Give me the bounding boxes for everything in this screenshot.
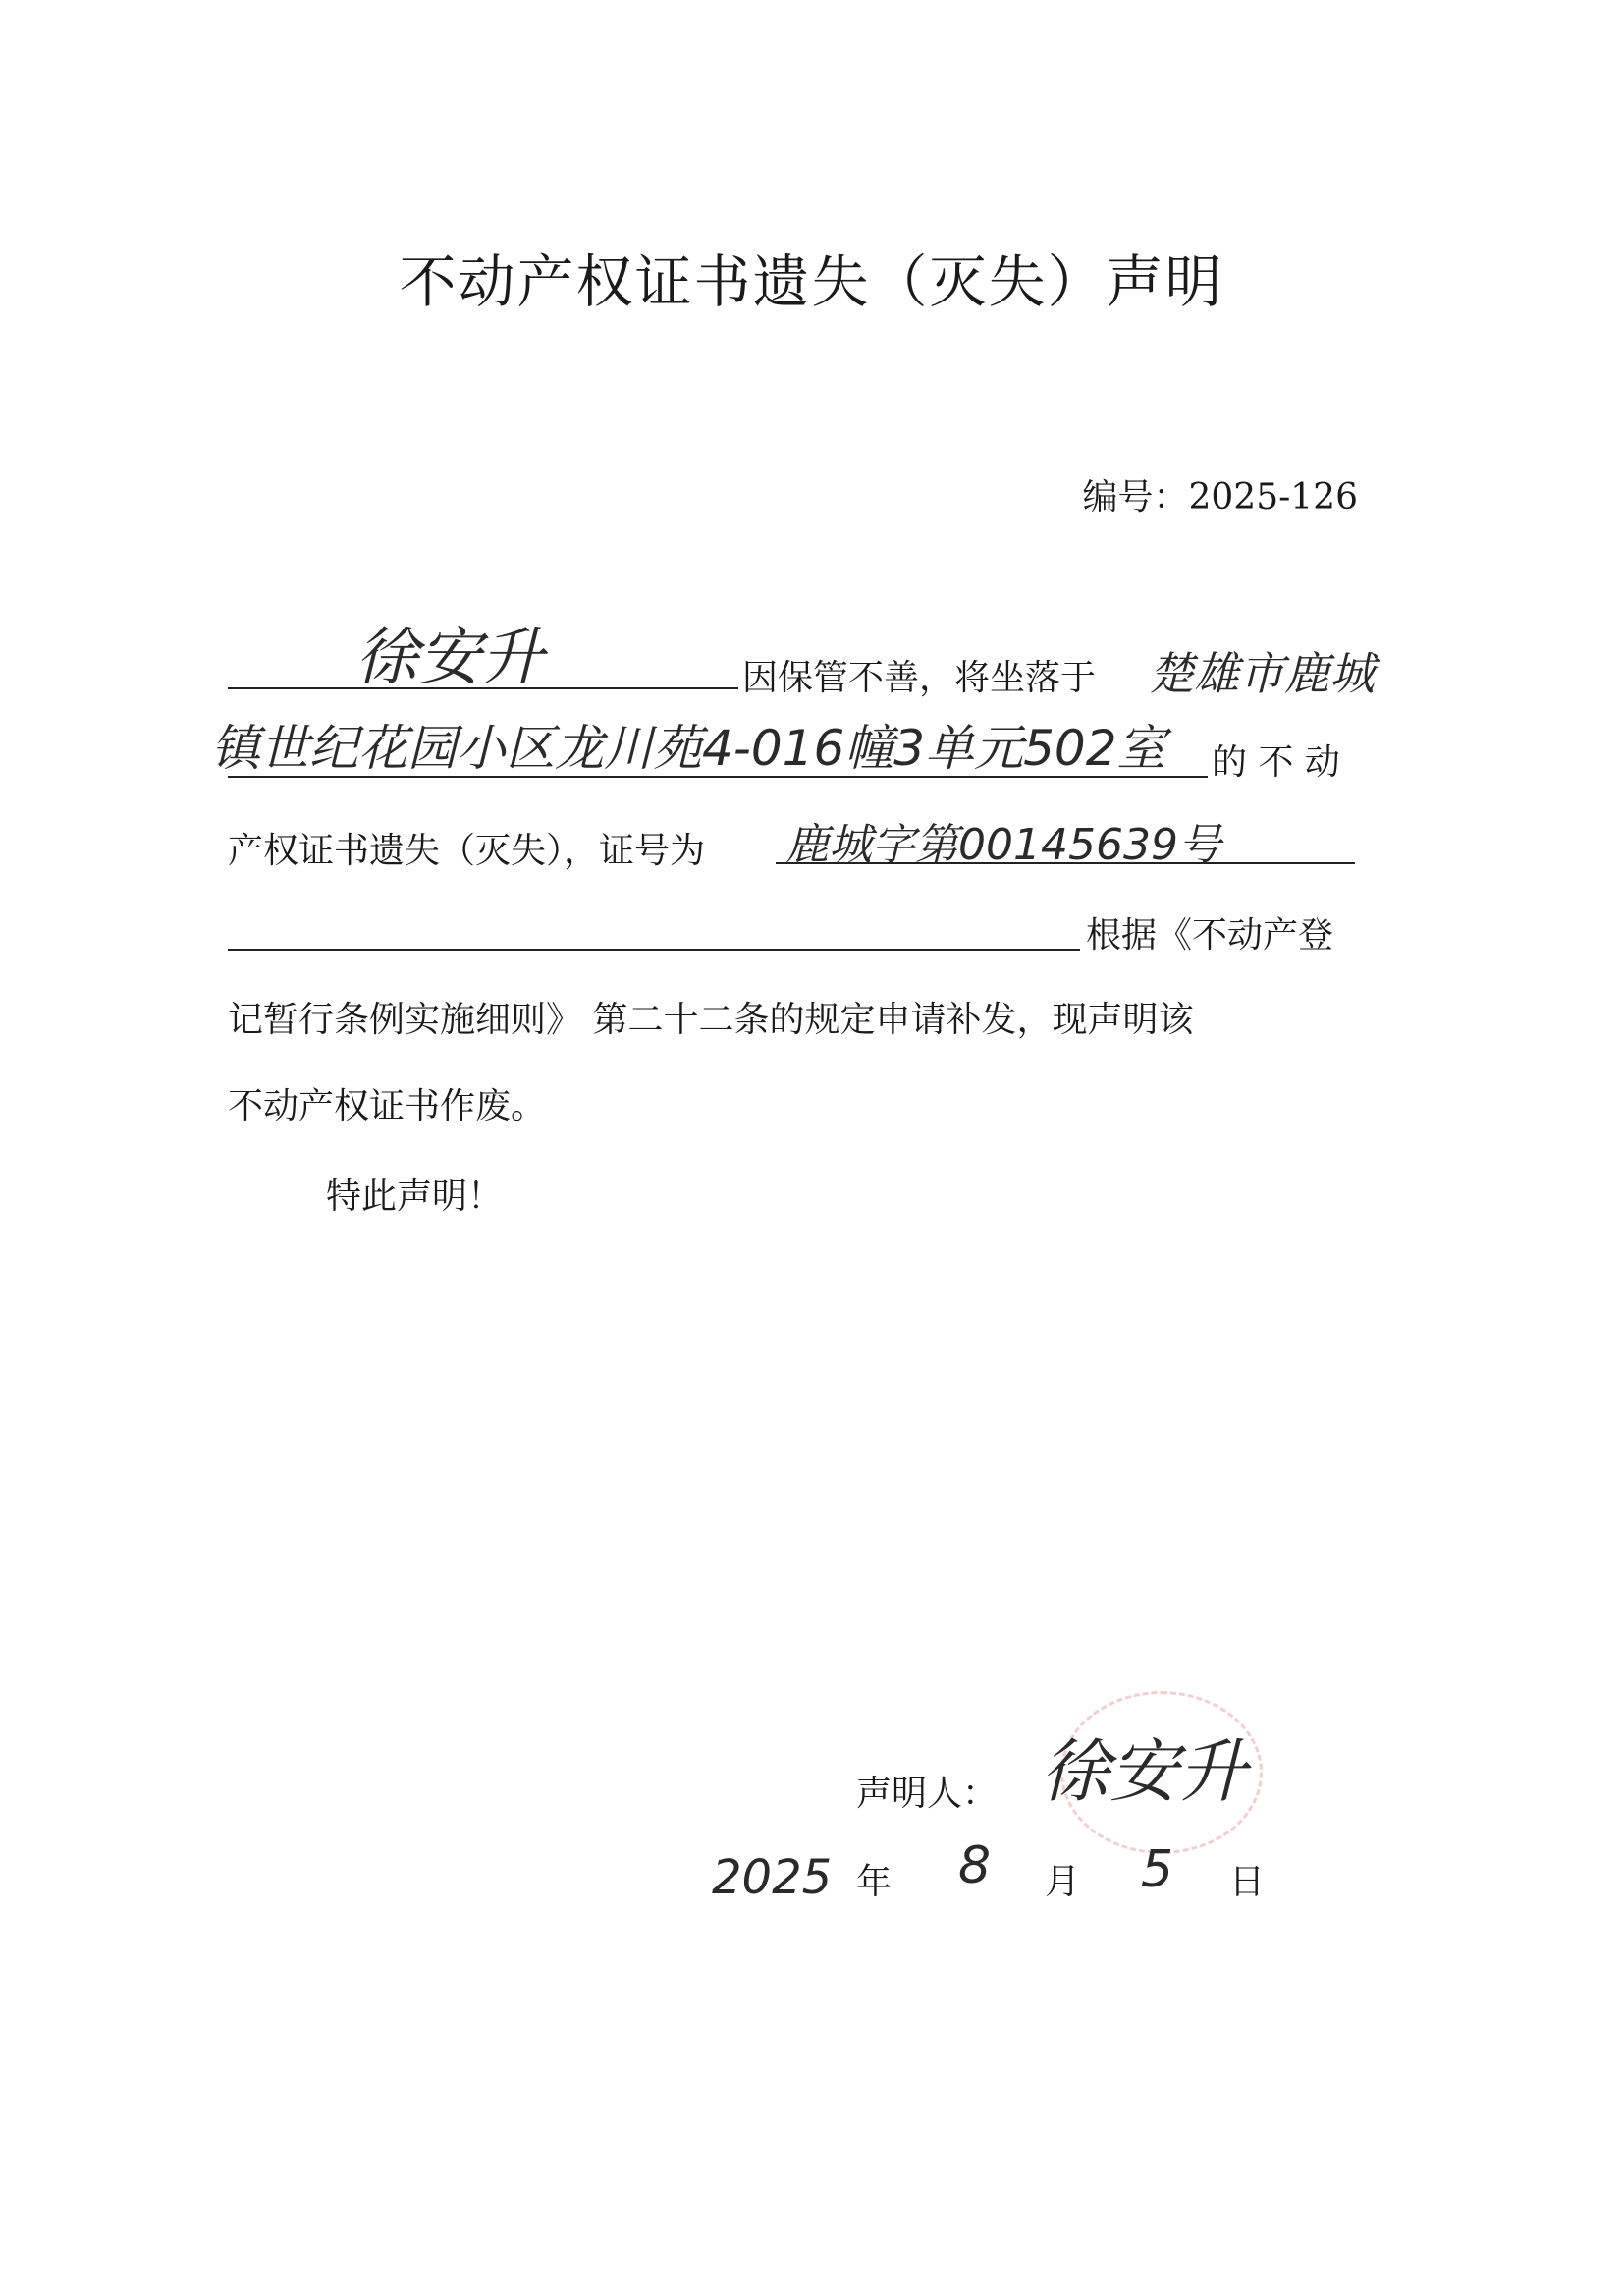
owner-name-handwritten: 徐安升 [355,622,544,694]
address-handwritten-part1: 楚雄市鹿城 [1149,647,1375,700]
signature-label: 声明人： [856,1774,999,1814]
document-title: 不动产权证书遗失（灭失）声明 [399,248,1224,315]
document-number-value: 2025-126 [1188,477,1358,518]
date-year-label: 年 [856,1862,893,1902]
document-number [1082,469,1358,519]
date-month-label: 月 [1045,1862,1081,1902]
body-line-5: 记暂行条例实施细则》 第二十二条的规定申请补发，现声明该 [228,1000,1194,1040]
date-day-label: 日 [1229,1862,1266,1902]
address-handwritten-part2: 镇世纪花园小区龙川苑4-016幢3单元502室 [211,720,1166,777]
body-line-2-suffix: 的 不 动 [1212,742,1340,783]
document-number-label: 编号： [1082,477,1189,518]
body-line-6: 不动产权证书作废。 [228,1086,547,1126]
continuation-blank [228,949,1080,951]
signature-handwritten: 徐安升 [1041,1731,1247,1812]
body-line-1-suffix: 因保管不善，将坐落于 [742,658,1097,698]
date-day-handwritten: 5 [1141,1840,1174,1899]
date-month-handwritten: 8 [958,1836,992,1895]
body-line-3-prefix: 产权证书遗失（灭失），证号为 [228,831,706,871]
certificate-number-handwritten: 鹿城字第00145639号 [785,820,1221,870]
closing-statement: 特此声明！ [326,1176,504,1217]
date-year-handwritten: 2025 [712,1850,833,1905]
body-line-4-suffix: 根据《不动产登 [1086,915,1334,956]
